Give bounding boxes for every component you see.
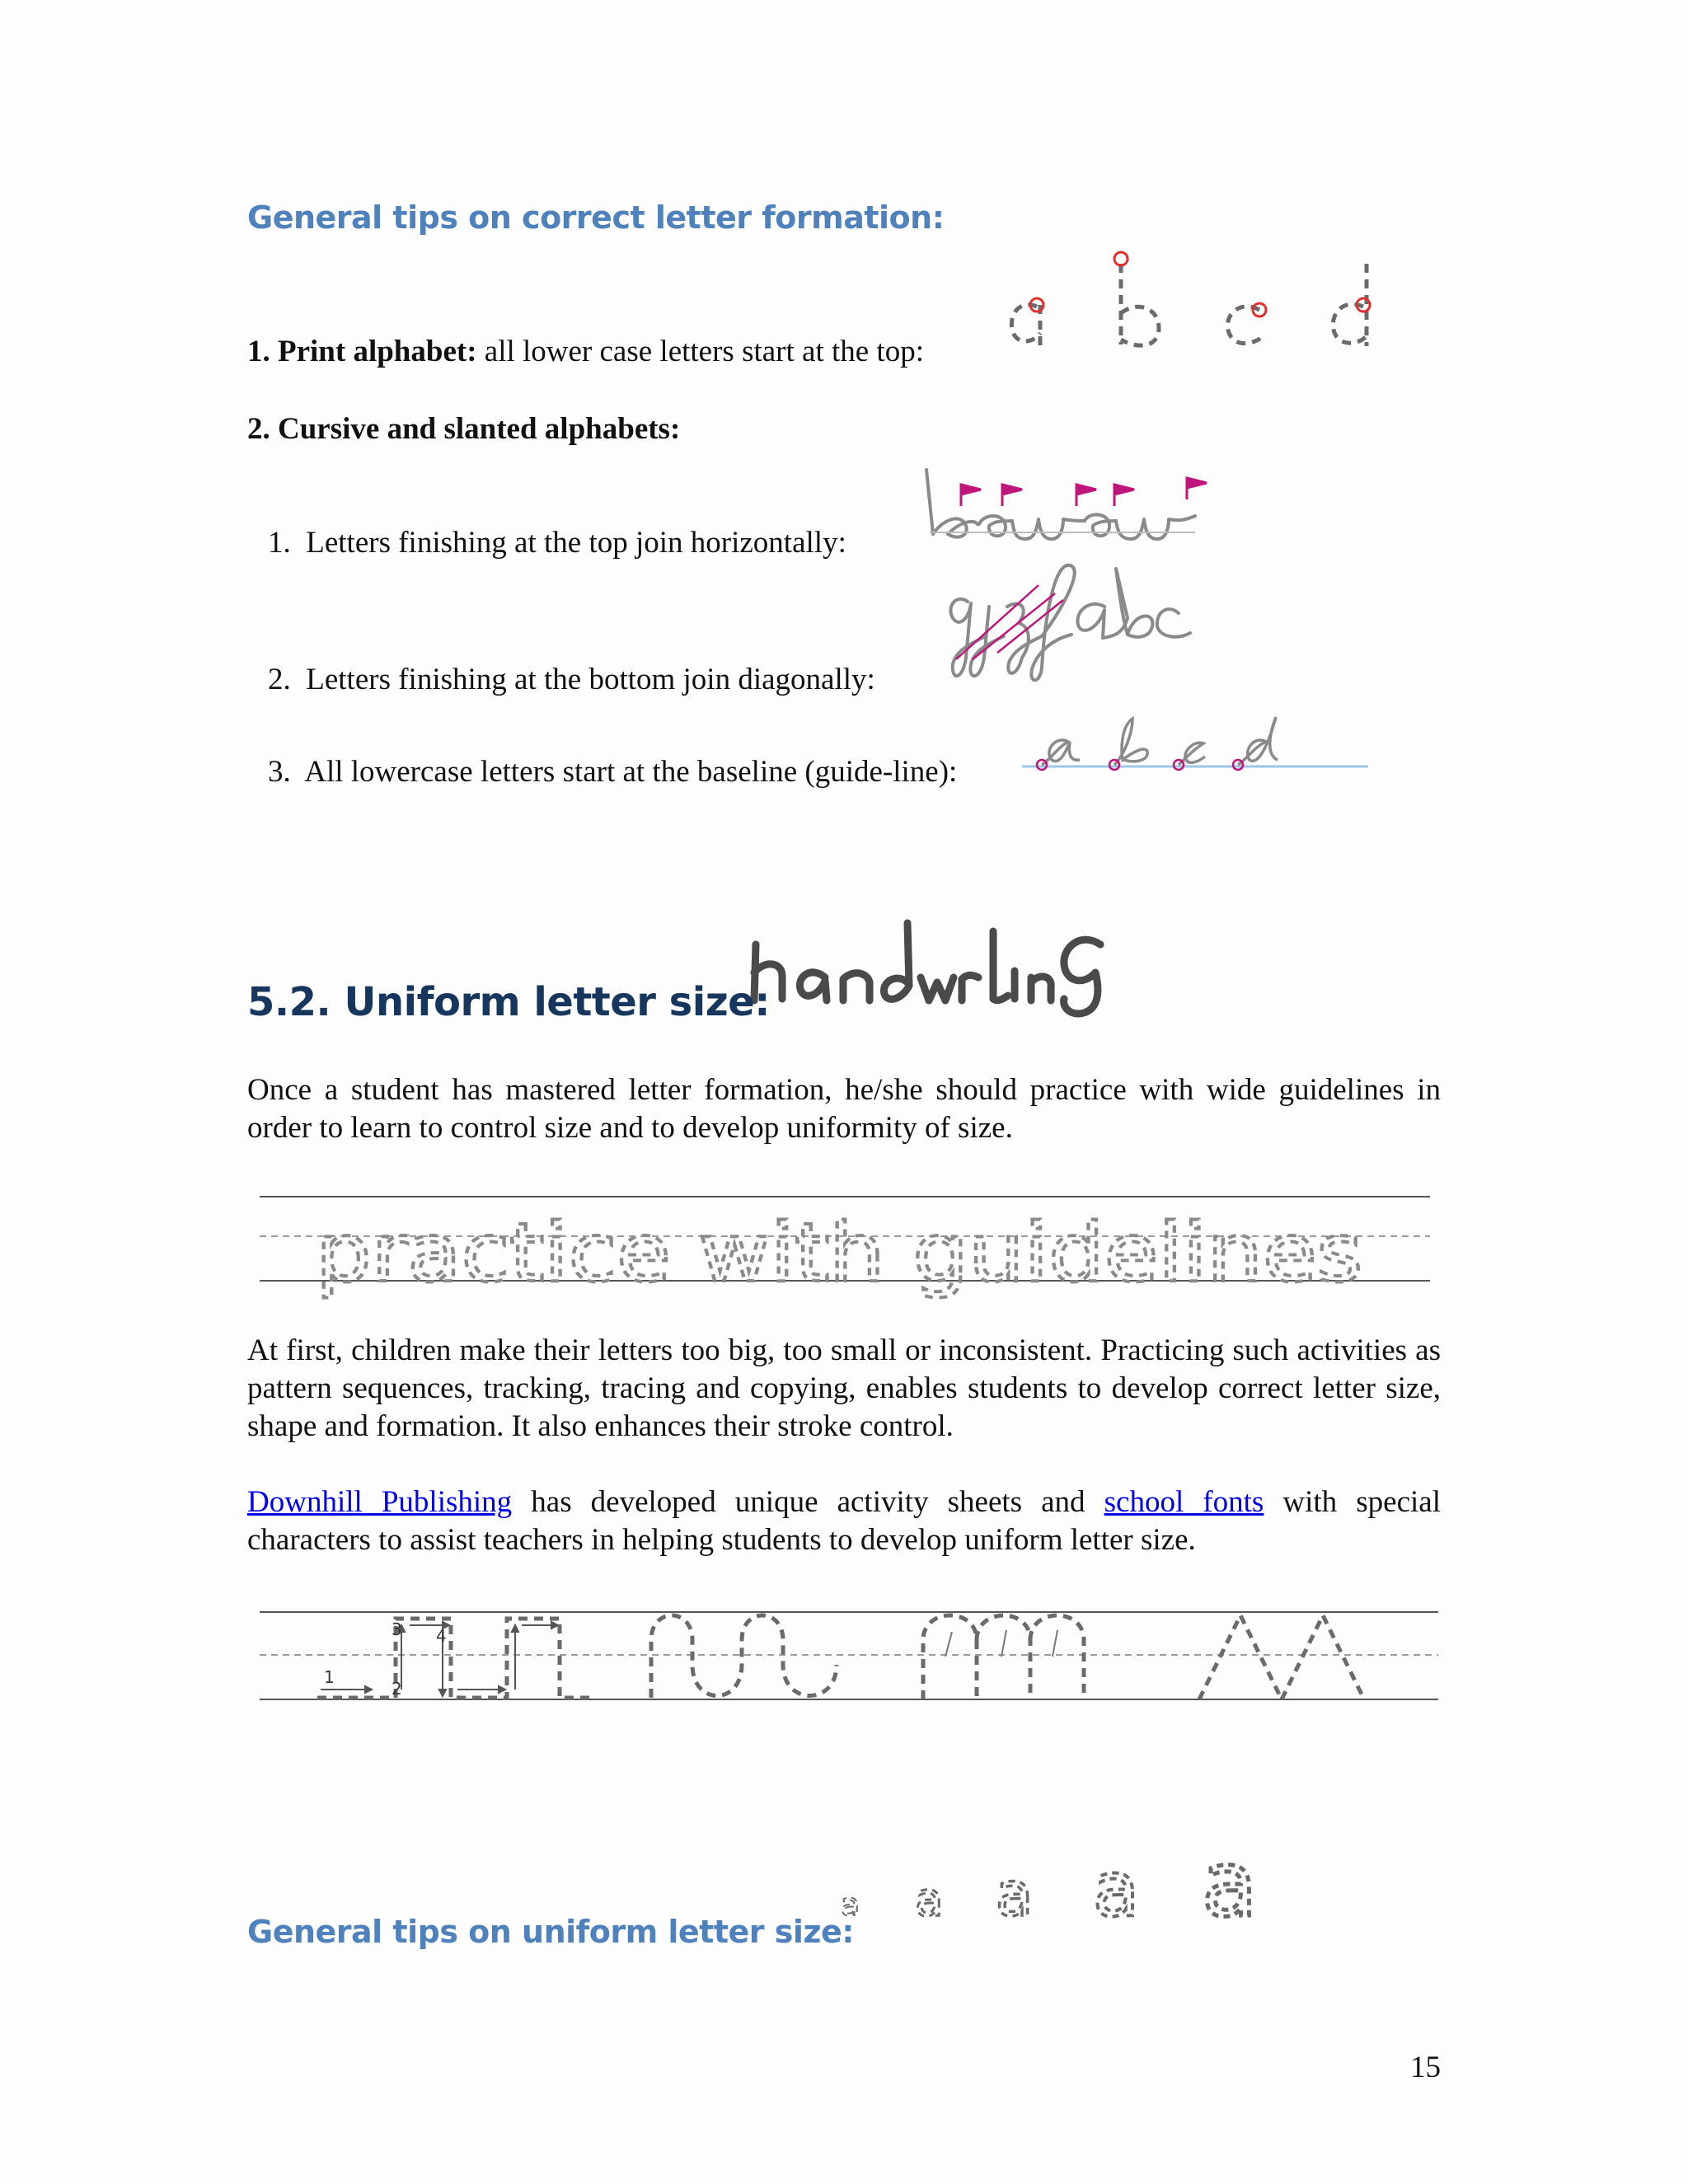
print-letter-d (1333, 264, 1370, 346)
uniform-size-heading: 5.2. Uniform letter size: (247, 979, 770, 1025)
sample-letter-4: a (1093, 1845, 1140, 1933)
paragraph-3-end: with special characters to assist teachers in helping students to develop uniform letter size. (247, 1485, 1441, 1557)
tips-size-heading: General tips on uniform letter size: (247, 1914, 854, 1950)
school-fonts-link[interactable]: school fonts (1104, 1485, 1264, 1519)
arrow-number-2: 2 (392, 1679, 402, 1699)
sample-letter-5: a (1202, 1831, 1258, 1937)
list-item-3 (268, 753, 957, 791)
pattern-sequence-illustration (260, 1607, 1438, 1706)
paragraph-3-middle: has developed unique activity sheets and (512, 1485, 1104, 1519)
baseline-illustration (1022, 709, 1368, 775)
sample-letter-3: a (996, 1859, 1034, 1930)
tips-formation-heading: General tips on correct letter formation: (247, 199, 945, 236)
list-item-3-text: All lowercase letters start at the baseline (guide-line): (304, 755, 958, 789)
print-alphabet-line (247, 333, 924, 371)
arrow-number-4: 4 (436, 1626, 447, 1646)
list-item-1-number: 1. (268, 526, 291, 560)
arrow-number-1: 1 (324, 1667, 335, 1687)
guidelines-illustration (260, 1187, 1430, 1301)
list-item-2-text: Letters finishing at the bottom join diagonally: (306, 663, 875, 696)
list-item-2 (268, 661, 875, 699)
print-letter-b (1114, 252, 1159, 345)
top-join-illustration (915, 453, 1245, 544)
arrow-number-3: 3 (392, 1619, 402, 1639)
cursive-heading: 2. Cursive and slanted alphabets: (247, 412, 681, 446)
uniform-size-illustration (832, 1831, 1294, 1937)
print-letter-a (1011, 298, 1043, 346)
uniform-paragraph-3 (247, 1483, 1441, 1559)
sample-letter-1: a (841, 1886, 860, 1923)
bottom-join-illustration (940, 560, 1212, 692)
list-item-1 (268, 524, 846, 562)
sample-letter-2: a (915, 1873, 944, 1927)
uniform-paragraph-1: Once a student has mastered letter formation, he/she should practice with wide guidelines in order to learn to control size and to develop uniformity of size. (247, 1073, 1441, 1145)
downhill-publishing-link[interactable]: Downhill Publishing (247, 1485, 513, 1519)
print-alphabet-label: 1. Print alphabet: (247, 335, 477, 368)
list-item-1-text: Letters finishing at the top join horizontally: (306, 526, 846, 560)
page-number: 15 (1410, 2050, 1441, 2084)
print-letter-c (1227, 303, 1266, 344)
list-item-2-number: 2. (268, 663, 291, 696)
print-letters-illustration (997, 247, 1393, 354)
guidelines-phrase: practice with guidelines (316, 1207, 1362, 1301)
list-item-3-number: 3. (268, 755, 291, 789)
handwriting-illustration (746, 907, 1142, 1022)
uniform-paragraph-2: At first, children make their letters too big, too small or inconsistent. Practicing such activities as pattern sequences, tracking, tracing and copying, enables students to develop correct letter size, shape and formation. It also enhances their stroke control. (247, 1333, 1441, 1443)
print-alphabet-text: all lower case letters start at the top: (476, 335, 924, 368)
